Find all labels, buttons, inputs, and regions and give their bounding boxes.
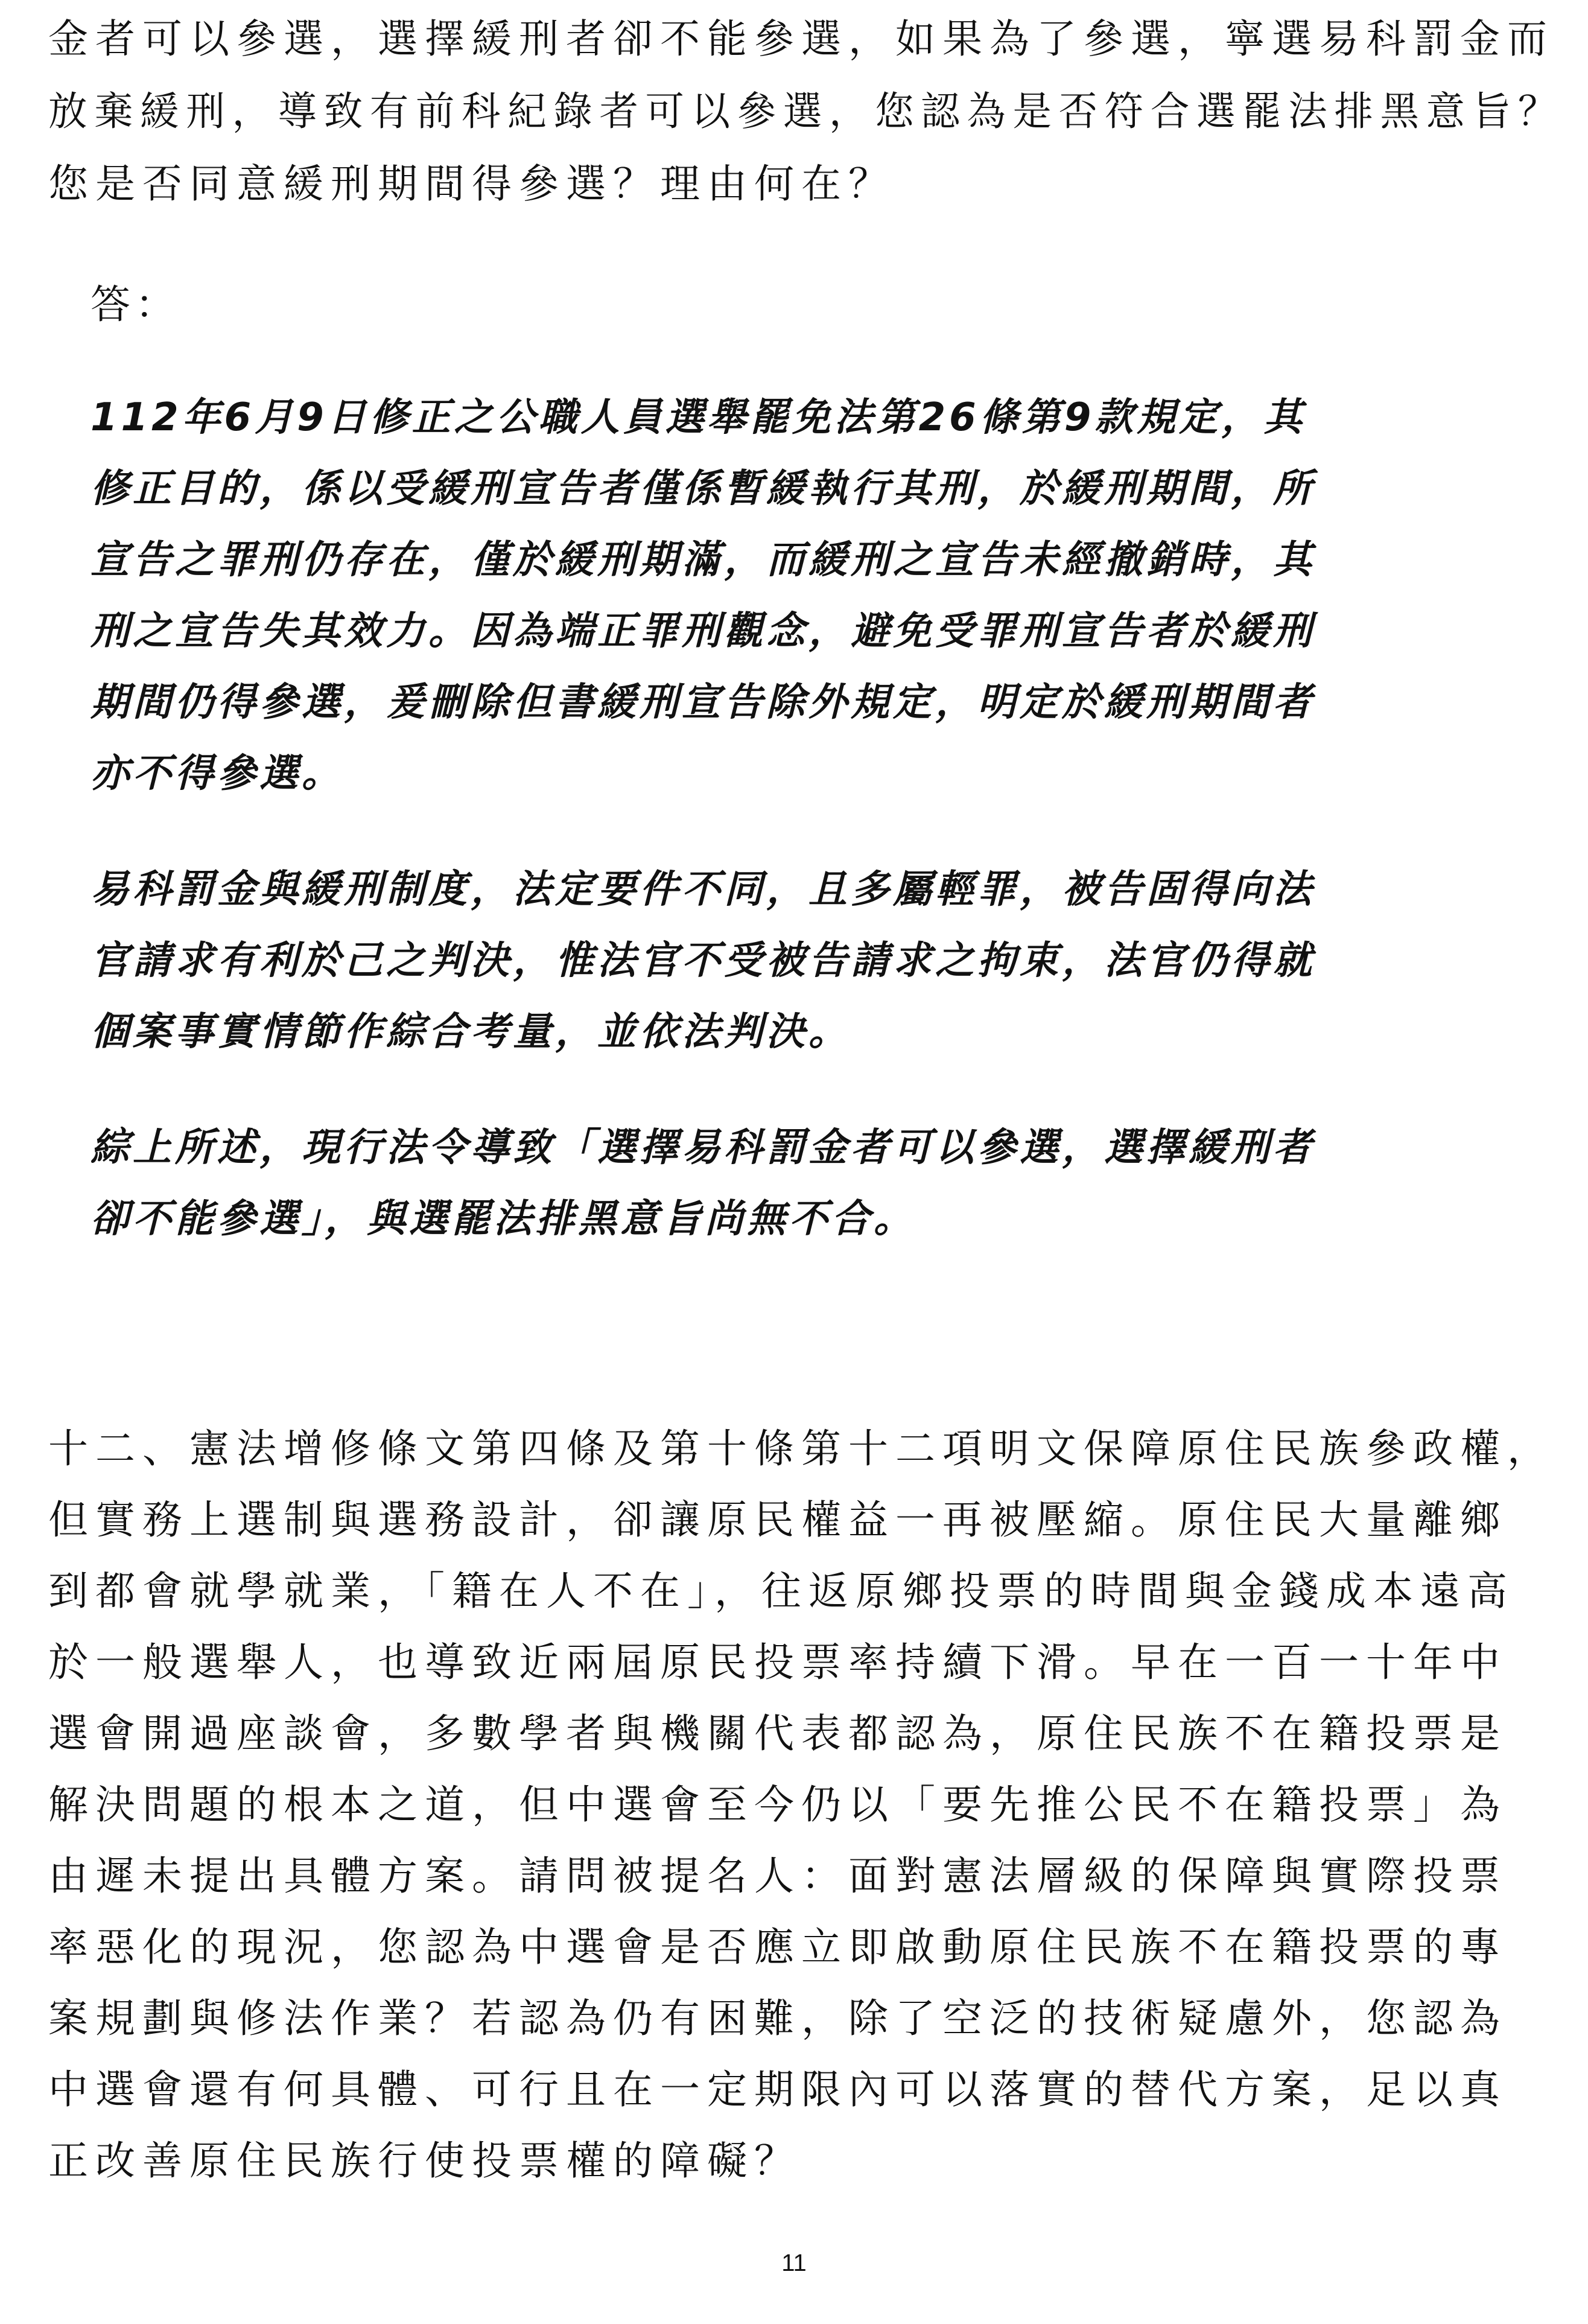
- answer-line: 官請求有利於己之判決，惟法官不受被告請求之拘束，法官仍得就: [91, 938, 1315, 983]
- question12-line: 十二、憲法增修條文第四條及第十條第十二項明文保障原住民族參政權，: [48, 1425, 1554, 1472]
- question12-line: 但實務上選制與選務設計，卻讓原民權益一再被壓縮。原住民大量離鄉: [48, 1497, 1507, 1543]
- answer-line: 修正目的，係以受緩刑宣告者僅係暫緩執行其刑，於緩刑期間，所: [91, 466, 1315, 511]
- question12-line: 由遲未提出具體方案。請問被提名人：面對憲法層級的保障與實際投票: [48, 1853, 1507, 1899]
- answer-line: 期間仍得參選，爰刪除但書緩刑宣告除外規定，明定於緩刑期間者: [91, 680, 1315, 725]
- question12-line: 正改善原住民族行使投票權的障礙？: [48, 2138, 801, 2184]
- question12-line: 中選會還有何具體、可行且在一定期限內可以落實的替代方案，足以真: [48, 2066, 1507, 2113]
- question-line: 金者可以參選，選擇緩刑者卻不能參選，如果為了參選，寧選易科罰金而: [48, 16, 1554, 62]
- question12-line: 到都會就學就業，「籍在人不在」，往返原鄉投票的時間與金錢成本遠高: [48, 1568, 1514, 1614]
- question12-line: 選會開過座談會，多數學者與機關代表都認為，原住民族不在籍投票是: [48, 1710, 1507, 1757]
- answer-line: 綜上所述，現行法令導致「選擇易科罰金者可以參選，選擇緩刑者: [91, 1125, 1315, 1170]
- answer-line: 卻不能參選」，與選罷法排黑意旨尚無不合。: [91, 1197, 916, 1241]
- answer-line: 刑之宣告失其效力。因為端正罪刑觀念，避免受罪刑宣告者於緩刑: [91, 609, 1315, 654]
- page-number: 11: [781, 2250, 807, 2276]
- question-line: 您是否同意緩刑期間得參選？理由何在？: [48, 161, 895, 207]
- question12-line: 解決問題的根本之道，但中選會至今仍以「要先推公民不在籍投票」為: [48, 1781, 1507, 1828]
- answer-line: 亦不得參選。: [91, 751, 344, 796]
- question12-line: 率惡化的現況，您認為中選會是否應立即啟動原住民族不在籍投票的專: [48, 1924, 1507, 1970]
- answer-label: 答：: [91, 281, 180, 328]
- answer-line: 個案事實情節作綜合考量，並依法判決。: [91, 1010, 851, 1054]
- answer-line: 宣告之罪刑仍存在，僅於緩刑期滿，而緩刑之宣告未經撤銷時，其: [91, 538, 1315, 582]
- question12-line: 案規劃與修法作業？若認為仍有困難，除了空泛的技術疑慮外，您認為: [48, 1995, 1507, 2042]
- question12-line: 於一般選舉人，也導致近兩屆原民投票率持續下滑。早在一百一十年中: [48, 1639, 1507, 1686]
- answer-line: 112年6月9日修正之公職人員選舉罷免法第26條第9款規定，其: [91, 395, 1306, 440]
- question-line: 放棄緩刑，導致有前科紀錄者可以參選，您認為是否符合選罷法排黑意旨？: [48, 88, 1564, 135]
- answer-line: 易科罰金與緩刑制度，法定要件不同，且多屬輕罪，被告固得向法: [91, 867, 1315, 912]
